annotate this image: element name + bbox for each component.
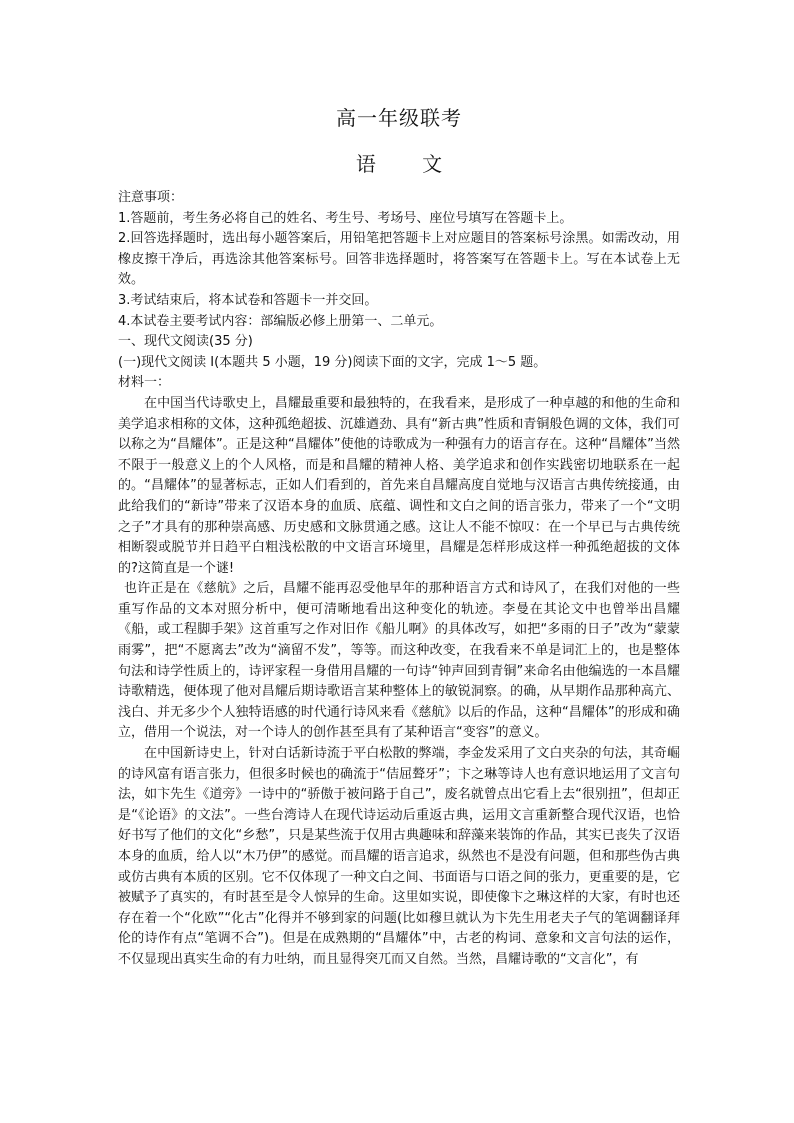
material-label: 材料一： xyxy=(118,375,171,391)
notice-item-4: 4.本试卷主要考试内容：部编版必修上册第一、二单元。 xyxy=(118,313,443,329)
subject-title: 语 文 xyxy=(355,152,443,176)
notice-item-1: 1.答题前，考生务必将自己的姓名、考生号、考场号、座位号填写在答题卡上。 xyxy=(118,210,573,226)
page-title: 高一年级联考 xyxy=(336,106,462,130)
notice-heading: 注意事项： xyxy=(118,190,184,205)
section-heading: 一、现代文阅读(35 分) xyxy=(118,334,253,350)
notice-item-3: 3.考试结束后，将本试卷和答题卡一并交回。 xyxy=(118,292,378,308)
subsection-heading: (一)现代文阅读 I(本题共 5 小题，19 分)阅读下面的文字，完成 1～5 题。 xyxy=(118,354,547,370)
paragraph-2: 也许正是在《慈航》之后，昌耀不能再忍受他早年的那种语言方式和诗风了，在我们对他的一些重写作品的文本对照分析中，便可清晰地看出这种变化的轨迹。李曼在其论文中也曾举出昌耀《船，或工程脚手架》这首重写之作对旧作《船儿啊》的具体改写，如把“多雨的日子”改为“蒙蒙雨雾”，把“不愿离去”改为“滴留不发”，等等。而这种改变，在我看来不单是词汇上的，也是整体句法和诗学性质上的，诗评家程一身借用昌耀的一句诗“钟声回到青铜”来命名由他编选的一本昌耀诗歌精选，便体现了他对昌耀后期诗歌语言某种整体上的敏锐洞察。的确，从早期作品那种高亢、浅白、并无多少个人独特语感的时代通行诗风来看《慈航》以后的作品，这种“昌耀体”的形成和确立，借用一个说法，对一个诗人的创作甚至具有了某种语言“变容”的意义。 xyxy=(118,581,680,741)
paragraph-1: 在中国当代诗歌史上，昌耀最重要和最独特的，在我看来，是形成了一种卓越的和他的生命和美学追求相称的文体，这种孤绝超拔、沉雄遒劲、具有“新古典”性质和青铜般色调的文体，我们可以称之为“昌耀体”。正是这种“昌耀体”使他的诗歌成为一种强有力的语言存在。这种“昌耀体”当然不限于一般意义上的个人风格，而是和昌耀的精神人格、美学追求和创作实践密切地联系在一起的。“昌耀体”的显著标志，正如人们看到的，首先来自昌耀高度自觉地与汉语言古典传统接通，由此给我们的“新诗”带来了汉语本身的血质、底蕴、调性和文白之间的语言张力，带来了一个“文明之子”才具有的那种崇高感、历史感和文脉贯通之感。这让人不能不惊叹：在一个早已与古典传统相断裂或脱节并日趋平白粗浅松散的中文语言环境里，昌耀是怎样形成这样一种孤绝超拔的文体的?这简直是一个谜! xyxy=(118,395,680,576)
exam-page xyxy=(118,104,680,971)
paragraph-3: 在中国新诗史上，针对白话新诗流于平白松散的弊端，李金发采用了文白夹杂的句法，其奇崛的诗风富有语言张力，但很多时候也的确流于“佶屈聱牙”；卞之琳等诗人也有意识地运用了文言句法，如卞先生《道旁》一诗中的“骄傲于被问路于自己”，废名就曾点出它看上去“很别扭”，但却正是“《论语》的文法”。一些台湾诗人在现代诗运动后重返古典，运用文言重新整合现代汉语，也恰好书写了他们的文化“乡愁”，只是某些流于仅用古典趣味和辞藻来装饰的作品，其实已丧失了汉语本身的血质，给人以“木乃伊”的感觉。而昌耀的语言追求，纵然也不是没有问题，但和那些伪古典或仿古典有本质的区别。它不仅体现了一种文白之间、书面语与口语之间的张力，更重要的是，它被赋予了真实的，有时甚至是令人惊异的生命。这里如实说，即使像卞之琳这样的大家，有时也还存在着一个“化欧”“化古”化得并不够到家的问题(比如穆旦就认为卞先生用老夫子气的笔调翻译拜伦的诗作有点“笔调不合”)。但是在成熟期的“昌耀体”中，古老的构词、意象和文言句法的运作，不仅显现出真实生命的有力吐纳，而且显得突兀而又自然。当然，昌耀诗歌的“文言化”，有 xyxy=(118,746,680,967)
notice-item-2: 2.回答选择题时，选出每小题答案后，用铅笔把答题卡上对应题目的答案标号涂黑。如需改动，用橡皮擦干净后，再选涂其他答案标号。回答非选择题时，将答案写在答题卡上。写在本试卷上无效。 xyxy=(118,231,680,288)
